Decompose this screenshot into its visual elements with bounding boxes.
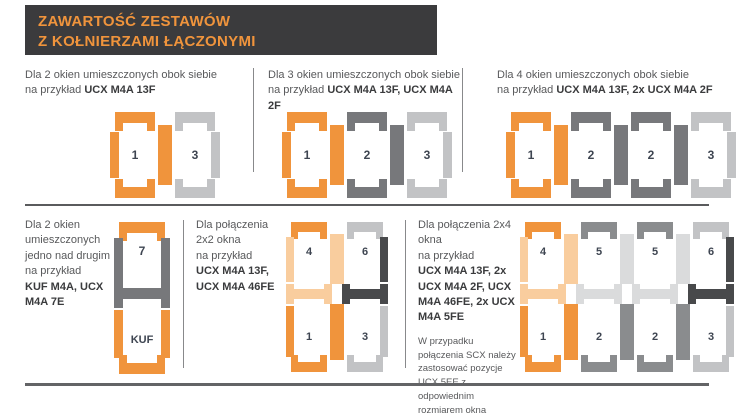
window-frame-kuf [116,308,168,374]
flashing-horizontal-divider [116,280,168,308]
window-number: 2 [595,331,603,344]
flashing-joining-divider [390,125,404,185]
section-models: UCX M4A 13F, UCX M4A 46FE [196,265,275,293]
section-models: UCX M4A 13F, 2x UCX M4A 2F [556,84,713,97]
page-title-line-2: Z KOŁNIERZAMI ŁĄCZONYMI [38,32,256,50]
column-separator [253,68,254,172]
window-number: 1 [527,147,535,162]
row-separator [25,204,709,206]
section-title: Dla 4 okien umieszczonych obok siebie [497,69,689,81]
diagram-stacked-windows [116,222,168,374]
section-models: UCX M4A 13F, UCX M4A 2F [268,84,453,112]
flashing-horizontal-divider [578,284,620,304]
flashing-joining-divider [674,125,688,185]
flashing-horizontal-divider [690,284,732,304]
diagram-2-windows [112,112,218,198]
section-title: Dla 2 okien umieszczonych jedno nad drugim [25,219,111,262]
section-2x2-combination [196,218,405,378]
window-number: 4 [305,246,313,259]
section-lead: na przykład [196,249,253,262]
grid-column-right [344,222,386,372]
window-number: KUF [130,334,154,347]
section-2x4-combination [418,218,735,416]
window-number: 6 [361,246,369,259]
grid-column-3 [634,222,676,372]
window-number: 4 [539,246,547,259]
grid-column-4 [690,222,732,372]
section-lead: na przykład [268,84,325,97]
section-title: Dla połączenia 2x2 okna [196,219,269,247]
window-number: 3 [707,331,715,344]
flashing-joining-divider [330,234,344,284]
window-frame-5 [578,222,620,284]
window-frame-3 [690,304,732,372]
grid-column-left [288,222,330,372]
column-separator [462,68,463,172]
flashing-horizontal-divider [522,284,564,304]
window-frame-6 [344,222,386,284]
section-models: UCX M4A 13F [84,84,156,97]
window-frame-3 [688,112,734,198]
page-title-line-1: ZAWARTOŚĆ ZESTAWÓW [38,13,231,30]
window-number: 3 [361,331,369,344]
page-title [25,5,437,55]
flashing-joining-divider [676,234,690,284]
section-title: Dla 3 okien umieszczonych obok siebie [268,69,460,81]
window-number: 1 [539,331,547,344]
section-4-windows-side-by-side [497,68,735,204]
section-title: Dla 2 okien umieszczonych obok siebie [25,69,217,81]
section-lead: na przykład [25,84,82,97]
window-number: 5 [595,246,603,259]
section-note: W przypadku połączenia SCX należy zastosować pozycje odpowiednim rozmiarem okna [418,335,516,416]
window-frame-1 [288,304,330,372]
window-frame-2 [344,112,390,198]
section-3-windows-side-by-side [268,68,462,204]
section-2-windows-side-by-side [25,68,253,204]
flashing-horizontal-divider [634,284,676,304]
diagram-3-windows [284,112,450,198]
flashing-joining-divider [564,304,578,360]
window-frame-1 [522,304,564,372]
window-frame-5b [634,222,676,284]
flashing-horizontal-divider [344,284,386,304]
window-frame-2b [634,304,676,372]
window-frame-3 [172,112,218,198]
window-number: 1 [303,147,311,162]
section-lead: na przykład [497,84,554,97]
flashing-joining-divider [614,125,628,185]
window-number: 1 [305,331,313,344]
grid-column-2 [578,222,620,372]
window-number: 1 [131,147,139,162]
window-frame-4 [288,222,330,284]
window-number: 5 [651,246,659,259]
section-title: Dla połączenia 2x4 okna [418,219,511,247]
window-frame-1 [508,112,554,198]
flashing-joining-divider [564,234,578,284]
grid-column-1 [522,222,564,372]
window-number: 2 [651,331,659,344]
diagram-2x2-windows [288,222,386,372]
window-frame-2b [628,112,674,198]
flashing-joining-divider [330,304,344,360]
window-frame-1 [112,112,158,198]
page-bottom-rule [25,383,709,386]
window-frame-2 [568,112,614,198]
window-number: 3 [191,147,199,162]
window-number: 7 [138,243,146,258]
diagram-4-windows [508,112,734,198]
window-number: 2 [363,147,371,162]
flashing-joining-divider [620,304,634,360]
column-separator [405,220,406,368]
flashing-joining-divider [554,125,568,185]
section-models: KUF M4A, UCX M4A 7E [25,280,104,308]
window-number: 2 [647,147,655,162]
window-frame-3 [404,112,450,198]
section-2-windows-stacked [25,218,183,378]
window-frame-4 [522,222,564,284]
window-frame-7 [116,222,168,280]
window-number: 6 [707,246,715,259]
section-models: UCX M4A 13F, 2x UCX M4A 2F, UCX M4A 46FE, 2x UCX M4A 5FE [418,265,515,324]
window-frame-2 [578,304,620,372]
window-frame-6 [690,222,732,284]
flashing-joining-divider [158,125,172,185]
window-number: 3 [423,147,431,162]
column-separator [183,220,184,368]
flashing-joining-divider [676,304,690,360]
window-frame-1 [284,112,330,198]
window-number: 2 [587,147,595,162]
diagram-2x4-windows [522,222,732,372]
flashing-joining-divider [620,234,634,284]
window-number: 3 [707,147,715,162]
flashing-joining-divider [330,125,344,185]
window-frame-3 [344,304,386,372]
section-lead: na przykład [418,249,475,262]
section-lead: na przykład [25,265,82,278]
flashing-horizontal-divider [288,284,330,304]
